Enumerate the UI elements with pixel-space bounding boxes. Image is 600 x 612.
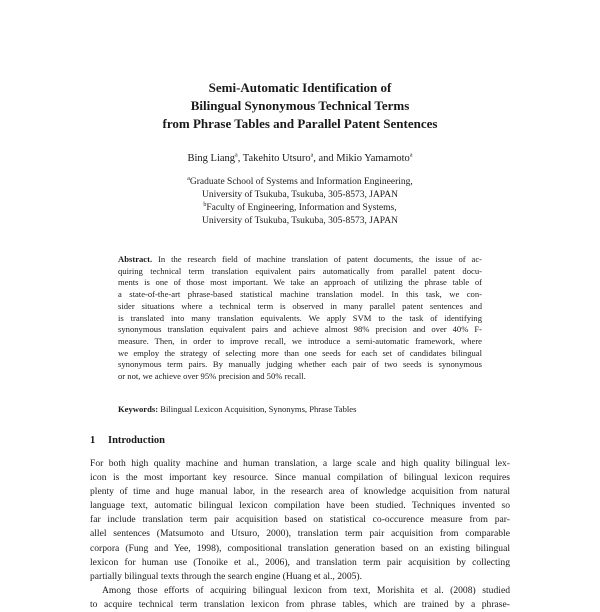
author-list [0,152,600,166]
author-separator: , [237,153,243,164]
abstract-line: quiring technical term translation equivalent pairs automatically from parallel patent docu- [118,265,482,276]
section-heading [90,434,165,448]
affiliation-text: Faculty of Engineering, Information and Systems, [206,203,397,213]
section-title: Introduction [108,435,165,446]
abstract-line: measure. Then, in order to improve recall, we introduce a semi-automatic framework, where [118,335,482,346]
author-name: Takehito Utsuro [242,153,311,164]
body-line: allel sentences (Matsumoto and Utsuro, 2000), translation term pair acquisition from comparable [90,528,510,540]
body-line: corpora (Fung and Yee, 1998), compositional translation generation based on an existing bilingual [90,542,510,554]
abstract-line: a state-of-the-art phrase-based statistical machine translation model. In this task, we con- [118,289,482,300]
abstract-label: Abstract. [118,254,153,264]
affiliation-mark: a [187,175,190,182]
affiliations [0,176,600,228]
title-line: Bilingual Synonymous Technical Terms [190,98,410,113]
body-line: far include translation term pair acquisition based on statistical co-occurence measure from par- [90,514,510,526]
abstract-line: ments is one of those most important. We take an approach of utilizing the phrase table of [118,277,482,288]
author-mark: a [310,152,314,159]
abstract-line: synonymous term pairs. By manually judging whether each pair of two seeds is synonymous [118,359,482,370]
paper-title [0,79,600,133]
body-line: partially bilingual texts through the search engine (Huang et al., 2005). [90,570,363,582]
affiliation-mark: b [203,201,207,208]
affiliation-line [0,202,600,215]
title-line: from Phrase Tables and Parallel Patent Sentences [162,116,438,131]
abstract-line: sider situations where a technical term is observed in many parallel patent sentences and [118,300,482,311]
body-line: Among those efforts of acquiring bilingual lexicon from text, Morishita et al. (2008) studied [102,584,510,596]
body-line: For both high quality machine and human translation, a large scale and high quality bilingual lex- [90,458,510,469]
abstract-line: synonymous translation equivalent pairs and achieve almost 98% precision and over 40% F- [118,324,482,335]
keywords [118,404,482,416]
author-mark: a [409,152,413,159]
affiliation-line: University of Tsukuba, Tsukuba, 305-8573, JAPAN [202,190,398,200]
author-name: Mikio Yamamoto [336,153,410,164]
author-separator: , and [313,153,337,164]
abstract-text: In the research field of machine translation of patent documents, the issue of ac- [158,254,482,264]
body-line: language text, automatic bilingual lexicon compilation have been studied. Techniques invented so [90,500,510,512]
body-line: icon is the most important key resource. Since manual compilation of bilingual lexicon requires [90,472,510,484]
keywords-label: Keywords: [118,404,159,414]
affiliation-line [0,176,600,189]
body-line: lexicon for human use (Tonoike et al., 2006), and translation term pair acquisition by collecting [90,556,510,568]
author-name: Bing Liang [187,153,236,164]
body-line: to acquire technical term translation lexicon from phrase tables, which are trained by a phrase- [90,598,510,610]
abstract [118,254,482,383]
abstract-line: we employ the strategy of selecting more than one seeds for each set of candidates bilingual [118,347,482,358]
abstract-line [118,254,482,266]
keywords-text: Bilingual Lexicon Acquisition, Synonyms, Phrase Tables [160,404,357,414]
body-line: plenty of time and huge manual labor, in the research area of knowledge acquisition from natural [90,486,510,498]
abstract-line: is translated into many translation equivalents. We apply SVM to the task of identifying [118,312,482,323]
abstract-line: or not, we achieve over 95% precision and 50% recall. [118,371,306,382]
title-line: Semi-Automatic Identification of [208,80,392,95]
section-number: 1 [90,435,96,446]
author-mark: a [235,152,238,159]
affiliation-line: University of Tsukuba, Tsukuba, 305-8573, JAPAN [202,216,398,226]
affiliation-text: Graduate School of Systems and Information Engineering, [189,177,413,187]
body-text [90,457,510,612]
